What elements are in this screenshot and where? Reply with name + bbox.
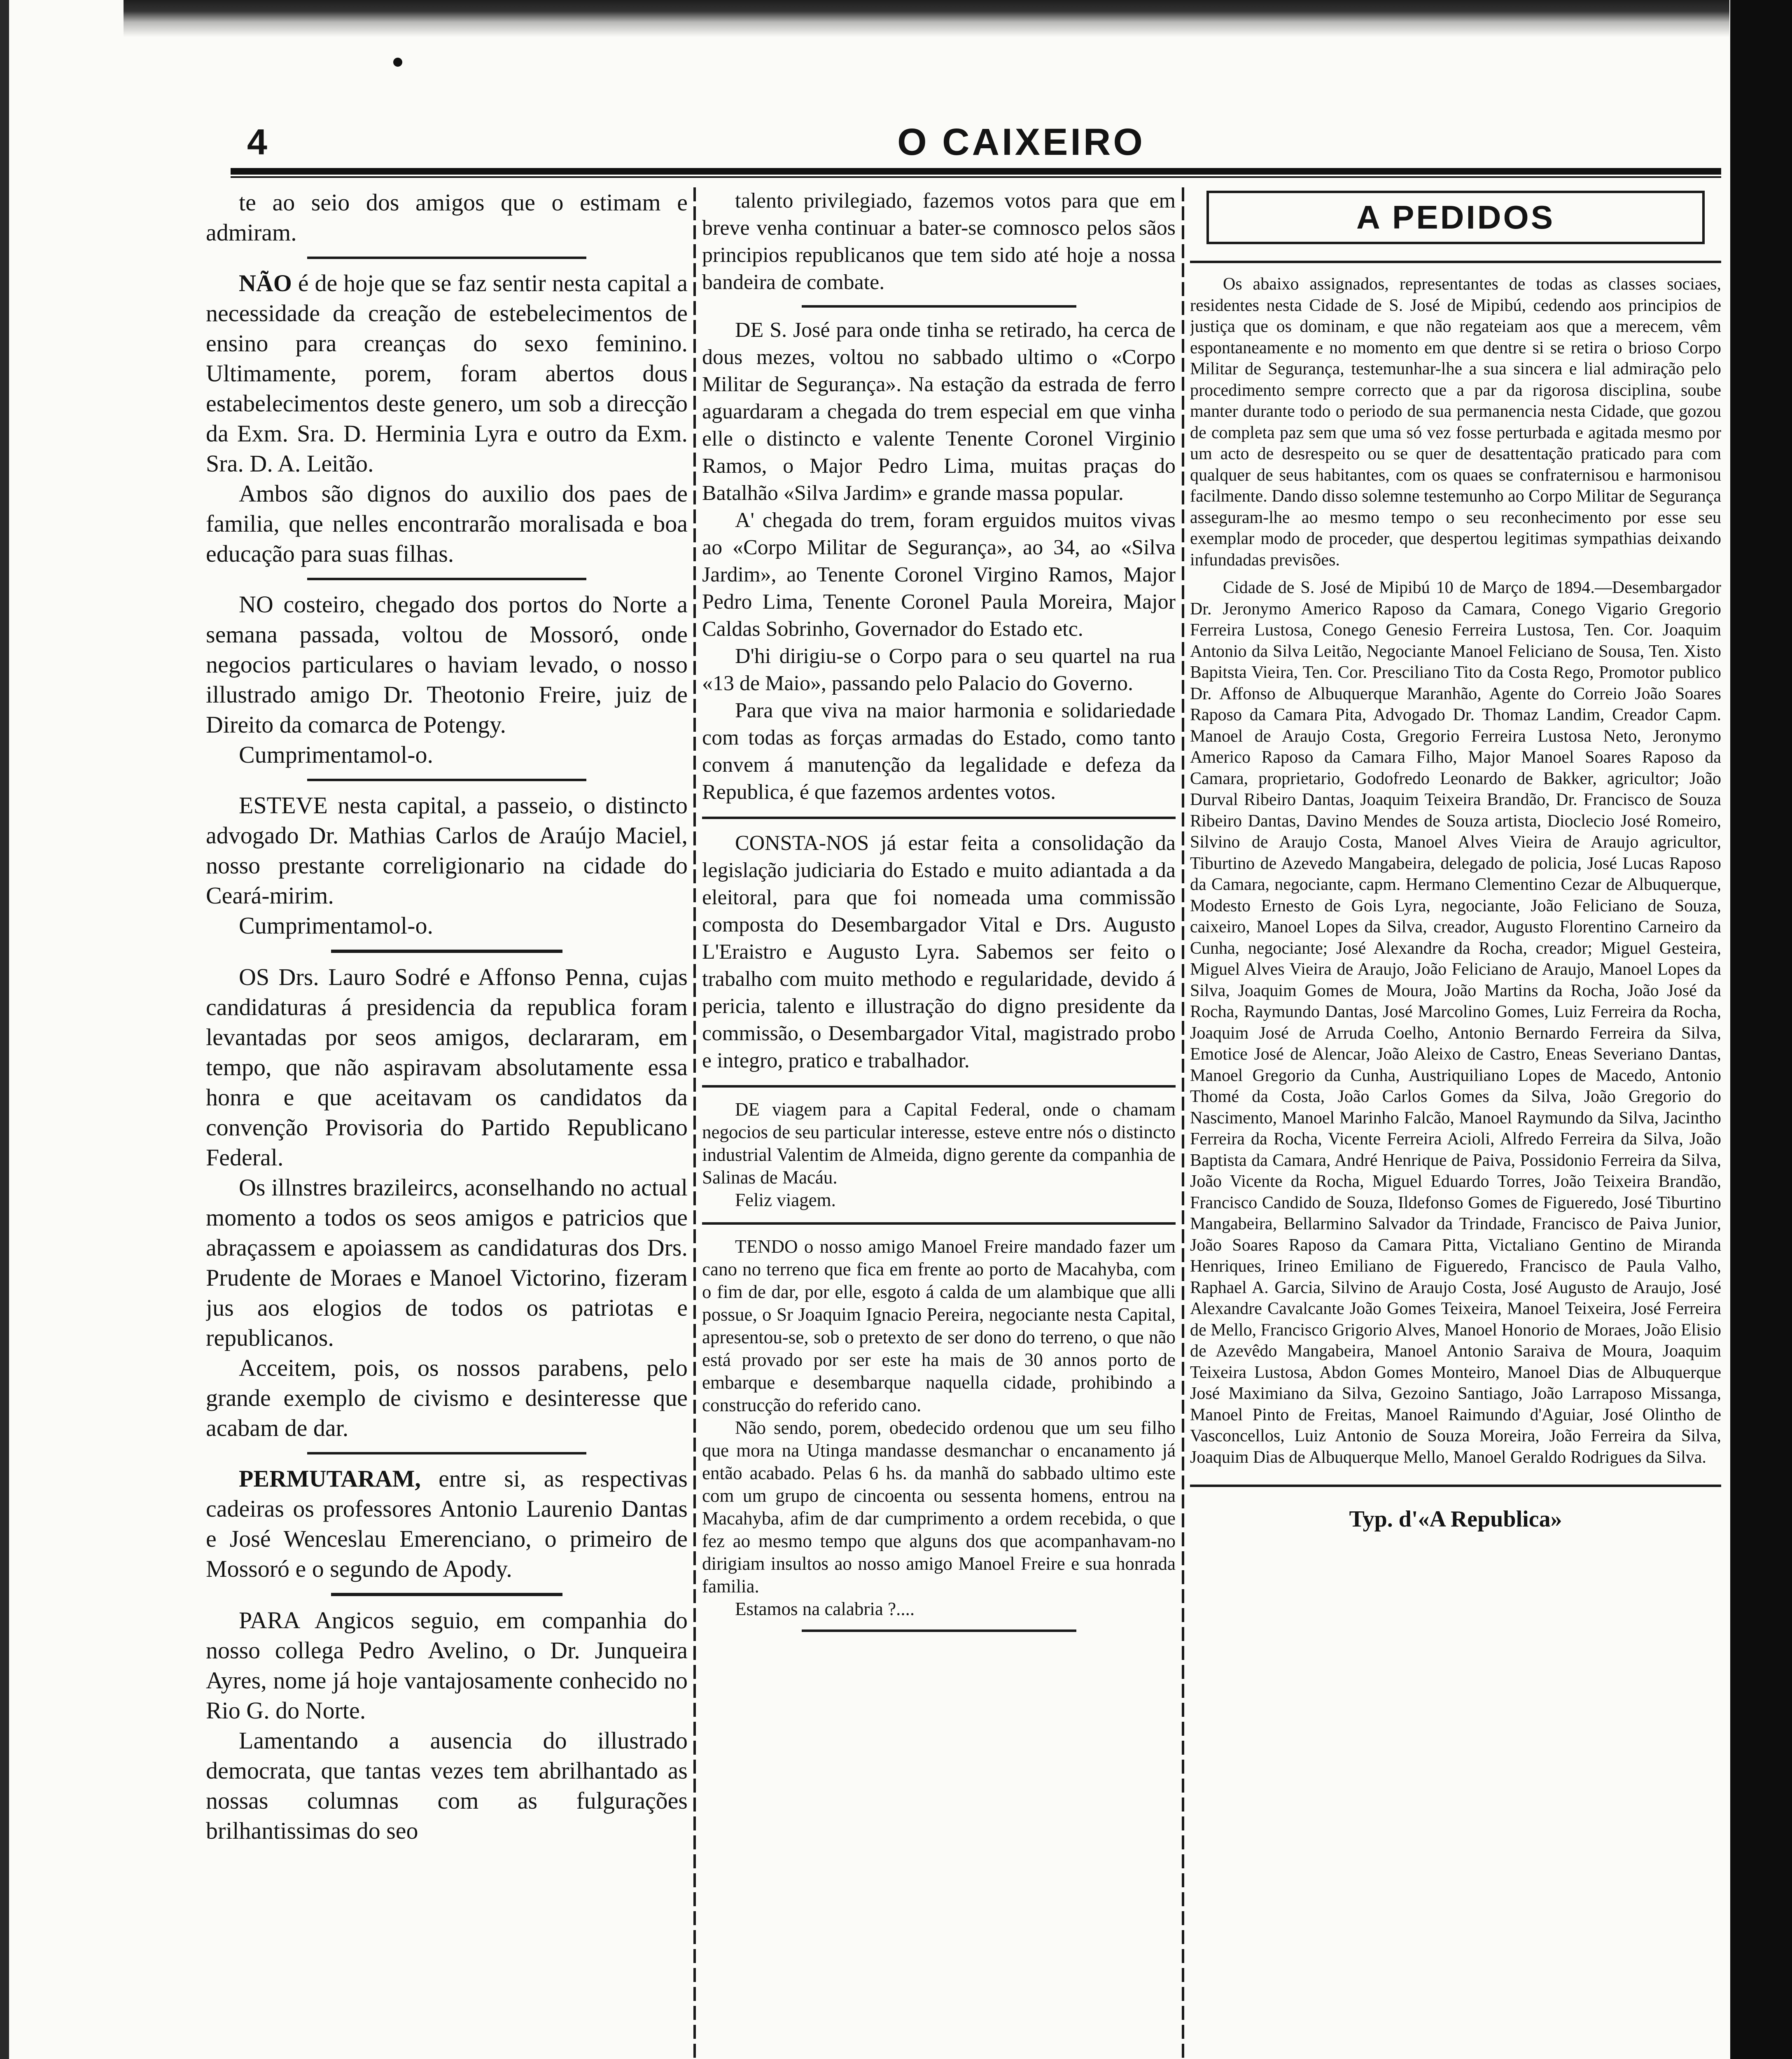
column-left — [206, 187, 688, 2059]
article-rule — [702, 1222, 1176, 1225]
article-separator — [307, 257, 587, 259]
article-rule — [702, 817, 1176, 819]
article-text: talento privilegiado, fazemos votos para que em breve venha continuar a bater-se comnosco pelos sãos principios republicanos que tem sido até hoje a nossa bandeira de combate. — [702, 189, 1176, 294]
scan-top-bleed — [124, 0, 1729, 37]
article-paragraph — [206, 740, 688, 770]
masthead-rule-thin — [231, 176, 1721, 178]
article-paragraph — [702, 507, 1176, 643]
a-pedidos-signatures: Cidade de S. José de Mipibú 10 de Março de 1894.—Desembargador Dr. Jeronymo Americo Raposo da Camara, Conego Vigario Gregorio Ferreira Lustosa, Conego Genesio Ferreira Lustosa, Ten. Cor. Joaquim Antonio da Silva Leitão, Negociante Manoel Feliciano de Sousa, Ten. Xisto Bapitsta Vieira, Ten. Cor. Presciliano Tito da Costa Rego, Promotor publico Dr. Affonso de Albuquerque Maranhão, Agente do Correio João Soares Raposo da Camara Pita, Advogado Dr. Thomaz Landim, Creador Capm. Manoel de Araujo Costa, Gregorio Ferreira Lustosa Neto, Jeronymo Americo Raposo da Camara Filho, Major Manoel Soares Raposo da Camara, proprietario, Godofredo Leonardo de Bakker, agricultor; João Durval Ribeiro Dantas, Joaquim Teixeira Brandão, Dr. Francisco de Souza Ribeiro Dantas, Davino Mendes de Souza artista, Dioclecio José Romeiro, Silvino de Araujo Costa, Manoel Alves Vieira de Araujo agricultor, Tiburtino de Azevedo Mangabeira, delegado de policia, José Lucas Raposo da Camara, negociante, capm. Hermano Clementino Cezar de Albuquerque, Modesto Ernesto de Gois Lyra, negociante, João Feliciano de Souza, caixeiro, Manoel Lopes da Silva, creador, Augusto Florentino Carneiro da Cunha, negociante; José Alexandre da Rocha, creador; Miguel Gesteira, Miguel Alves Vieira de Araujo, João Feliciano de Araujo, Manoel Lopes da Silva, Joaquim Gomes de Moura, João Martins da Rocha, João José da Rocha, Raymundo Dantas, José Marcolino Gomes, Luiz Ferreira da Rocha, Joaquim José de Arruda Coelho, Antonio Bernardo Ferreira da Silva, Emotice José de Alencar, João Aleixo de Castro, Eneas Severiano Dantas, Manoel Gregorio da Cunha, Austriquiliano Lopes de Macedo, Antonio Thomé da Costa, João Carlos Gomes da Silva, João Gregorio do Nascimento, Manoel Marinho Falcão, Manoel Raymundo da Silva, Jacintho Ferreira da Rocha, Vicente Ferreira Acioli, Alfredo Ferreira da Silva, João Baptista da Camara, André Henrique de Paiva, Possidonio Ferreira da Silva, João Vicente da Rocha, Miguel Eduardo Torres, João Teixeira Brandão, Francisco Candido de Souza, Ildefonso Gomes de Figueredo, José Tiburtino Mangabeira, Bellarmino Salvador da Trindade, Francisco de Paiva Junior, João Soares Raposo da Camara Pitta, Victaliano Gentino de Miranda Henriques, Irineo Emiliano de Figueredo, Francisco de Paula Valho, Raphael A. Garcia, Silvino de Araujo Costa, José Augusto de Araujo, José Alexandre Cavalcante João Gomes Teixeira, Manoel Teixeira, José Ferreira de Mello, Francisco Grigorio Alves, Manoel Honorio de Moraes, João Elisio de Azevêdo Mangabeira, Manoel Antonio Saraiva de Moura, Joaquim Teixeira Lustosa, Abdon Gomes Monteiro, Manoel Dias de Albuquerque José Maximiano da Silva, Gezoino Santiago, João Larraposo Missanga, Manoel Pinto de Freitas, Manoel Raimundo d'Aguiar, José Olintho de Vasconcellos, Luiz Antonio de Souza Moreira, João Ferreira da Silva, Joaquim Dias de Albuquerque Mello, Manoel Geraldo Rodrigues da Silva. — [1190, 578, 1721, 1467]
article-separator — [307, 578, 587, 580]
column-divider-left — [693, 187, 696, 2059]
column-right — [1190, 187, 1721, 2059]
masthead-rule — [231, 168, 1721, 175]
article-text: A' chegada do trem, foram erguidos muitos vivas ao «Corpo Militar de Segurança», ao 34, ao «Silva Jardim», ao Tenente Coronel Virgino Ramos, Major Pedro Lima, Tenente Coronel Paula Moreira, Major Caldas Sobrinho, Governador do Estado etc. — [702, 509, 1176, 641]
article-paragraph — [702, 317, 1176, 507]
article-paragraph — [702, 643, 1176, 697]
article-paragraph — [206, 962, 688, 1172]
article-paragraph — [206, 1172, 688, 1353]
article-lead-word: PERMUTARAM, — [239, 1465, 421, 1492]
section-rule — [1190, 1485, 1721, 1487]
scan-right-edge — [1730, 0, 1792, 2059]
article-text: Ambos são dignos do auxilio dos paes de familia, que nelles encontrarão moralisada e boa educação para suas filhas. — [206, 480, 688, 567]
article-paragraph — [206, 268, 688, 479]
article-paragraph — [702, 830, 1176, 1074]
scan-left-edge — [0, 0, 9, 2059]
article-rule — [702, 1085, 1176, 1088]
article-separator-ornament — [331, 1593, 562, 1596]
article-paragraph — [702, 697, 1176, 806]
article-paragraph — [206, 910, 688, 941]
article-text: NO costeiro, chegado dos portos do Norte a semana passada, voltou de Mossoró, onde negocios particulares o haviam levado, o nosso illustrado amigo Dr. Theotonio Freire, juiz de Direito da comarca de Potengy. — [206, 591, 688, 738]
article-separator — [802, 305, 1076, 308]
article-paragraph — [702, 1098, 1176, 1189]
article-text: Feliz viagem. — [735, 1190, 836, 1210]
article-paragraph — [206, 790, 688, 910]
ink-speck — [393, 58, 402, 67]
article-paragraph — [206, 1464, 688, 1584]
article-paragraph — [206, 1725, 688, 1846]
column-middle — [702, 187, 1176, 2059]
article-separator-ornament — [331, 950, 562, 953]
article-text: entre si, as respectivas cadeiras os professores Antonio Laurenio Dantas e José Wenceslau Emerenciano, o primeiro de Mossoró e o segundo de Apody. — [206, 1465, 688, 1582]
article-text: ESTEVE nesta capital, a passeio, o distincto advogado Dr. Mathias Carlos de Araújo Maciel, nosso prestante correligionario na cidade do Ceará-mirim. — [206, 792, 688, 909]
article-text: te ao seio dos amigos que o estimam e admiram. — [206, 189, 688, 246]
article-text: Lamentando a ausencia do illustrado democrata, que tantas vezes tem abrilhantado as nossas columnas com as fulgurações brilhantissimas do seo — [206, 1727, 688, 1844]
article-paragraph — [206, 1605, 688, 1725]
article-lead-word: NÃO — [239, 270, 292, 296]
article-paragraph — [206, 479, 688, 569]
article-text: Cumprimentamol-o. — [239, 912, 433, 939]
column-divider-right — [1182, 187, 1184, 2059]
printer-imprint: Typ. d'«A Republica» — [1349, 1506, 1562, 1532]
article-text: TENDO o nosso amigo Manoel Freire mandado fazer um cano no terreno que fica em frente ao porto de Macahyba, com o fim de dar, por elle, esgoto á calda de um alambique que alli possue, o Sr Joaquim Ignacio Pereira, negociante nesta Capital, apresentou-se, sob o pretexto de ser dono do terreno, o que não está provado por ser este ha mais de 30 annos porto de embarque e desembarque naquella cidade, prohibindo a construcção do referido cano. — [702, 1236, 1176, 1415]
article-text: DE viagem para a Capital Federal, onde o chamam negocios de seu particular interesse, esteve entre nós o distincto industrial Valentim de Almeida, digno gerente da companhia de Salinas de Macáu. — [702, 1099, 1176, 1188]
page-number: 4 — [247, 121, 267, 162]
article-paragraph — [702, 1235, 1176, 1417]
article-text: Os illnstres brazileircs, aconselhando no actual momento a todos os seos amigos e patricios que abraçassem e apoiassem as candidaturas dos Drs. Prudente de Moraes e Manoel Victorino, fizeram jus aos elogios de todos os patriotas e republicanos. — [206, 1174, 688, 1351]
article-text: OS Drs. Lauro Sodré e Affonso Penna, cujas candidaturas á presidencia da republica foram levantadas por seos amigos, declararam, em tempo, que não aspiravam absolutamente essa honra e que aceitavam os candidatos da convenção Provisoria do Partido Republicano Federal. — [206, 964, 688, 1171]
article-paragraph — [702, 187, 1176, 296]
article-paragraph — [206, 1353, 688, 1443]
article-separator — [307, 1452, 587, 1454]
article-text: CONSTA-NOS já estar feita a consolidação da legislação judiciaria do Estado e muito adiantada a da eleitoral, para que foi nomeada uma commissão composta do Desembargador Vital e Drs. Augusto L'Eraistro e Augusto Lyra. Sabemos ser feito o trabalho com muito methodo e regularidade, devido á pericia, talento e illustração do digno presidente da commissão, o Desembargador Vital, magistrado probo e integro, pratico e trabalhador. — [702, 831, 1176, 1072]
section-title-a-pedidos: A PEDIDOS — [1206, 191, 1705, 244]
article-separator — [307, 779, 587, 781]
article-text: PARA Angicos seguio, em companhia do nosso collega Pedro Avelino, o Dr. Junqueira Ayres, nome já hoje vantajosamente conhecido no Rio G. do Norte. — [206, 1607, 688, 1724]
article-text: Acceitem, pois, os nossos parabens, pelo grande exemplo de civismo e desinteresse que acabam de dar. — [206, 1354, 688, 1441]
article-paragraph — [702, 1598, 1176, 1620]
article-text: é de hoje que se faz sentir nesta capital a necessidade da creação de estebelecimentos de ensino para creanças do sexo feminino. Ultimamente, porem, foram abertos dous estabelecimentos deste genero, um sob a direcção da Exm. Sra. D. Herminia Lyra e outro da Exm. Sra. D. A. Leitão. — [206, 270, 688, 477]
article-text: Cumprimentamol-o. — [239, 741, 433, 768]
article-paragraph — [206, 187, 688, 247]
article-paragraph — [206, 589, 688, 740]
article-separator — [802, 1629, 1076, 1632]
section-rule — [1190, 261, 1721, 263]
article-text: Para que viva na maior harmonia e solidariedade com todas as forças armadas do Estado, como tanto convem á manutenção da legalidade e defeza da Republica, é que fazemos ardentes votos. — [702, 699, 1176, 804]
article-paragraph — [702, 1189, 1176, 1212]
article-text: Não sendo, porem, obedecido ordenou que um seu filho que mora na Utinga mandasse desmanchar o encanamento já então acabado. Pelas 6 hs. da manhã do sabbado ultimo este com um grupo de cincoenta ou sessenta homens, entrou na Macahyba, afim de dar cumprimento a ordem recebida, o que fez ao mesmo tempo que alguns dos que acompanhavam-no dirigiam insultos ao nosso amigo Manoel Freire e sua honrada familia. — [702, 1417, 1176, 1597]
a-pedidos-body: Os abaixo assignados, representantes de todas as classes sociaes, residentes nesta Cidade de S. José de Mipibú, cedendo aos principios de justiça que os dominam, e que não regateiam aos que a merecem, vêm espontaneamente e no momento em que dentre si se retira o brioso Corpo Militar de Segurança, testemunhar-lhe a sua sincera e lial admiração pelo procedimento sempre correcto que a par da rigorosa disciplina, soube manter durante todo o periodo de sua permanencia nesta Cidade, que gozou de completa paz sem que uma só vez fosse perturbada e agitada mesmo por um acto de desrespeito ou se quer de desattentação praticado para com qualquer de seus habitantes, com os quaes se confraternisou e harmonisou facilmente. Dando disso solemne testemunho ao Corpo Militar de Segurança asseguram-lhe ao mesmo tempo o seu reconhecimento por esse seu exemplar modo de proceder, que despertou legitimas sympathias deixando infundadas previsões. — [1190, 275, 1721, 570]
article-paragraph — [702, 1417, 1176, 1598]
masthead — [247, 119, 1713, 165]
article-text: D'hi dirigiu-se o Corpo para o seu quartel na rua «13 de Maio», passando pelo Palacio do Governo. — [702, 644, 1176, 695]
article-text: Estamos na calabria ?.... — [735, 1599, 915, 1619]
article-text: DE S. José para onde tinha se retirado, ha cerca de dous mezes, voltou no sabbado ultimo o «Corpo Militar de Segurança». Na estação da estrada de ferro aguardaram a chegada do trem especial em que vinha elle o distincto e valente Tenente Coronel Virginio Ramos, o Major Pedro Lima, muitas praças do Batalhão «Silva Jardim» e grande massa popular. — [702, 318, 1176, 505]
newspaper-title: O CAIXEIRO — [897, 121, 1145, 163]
